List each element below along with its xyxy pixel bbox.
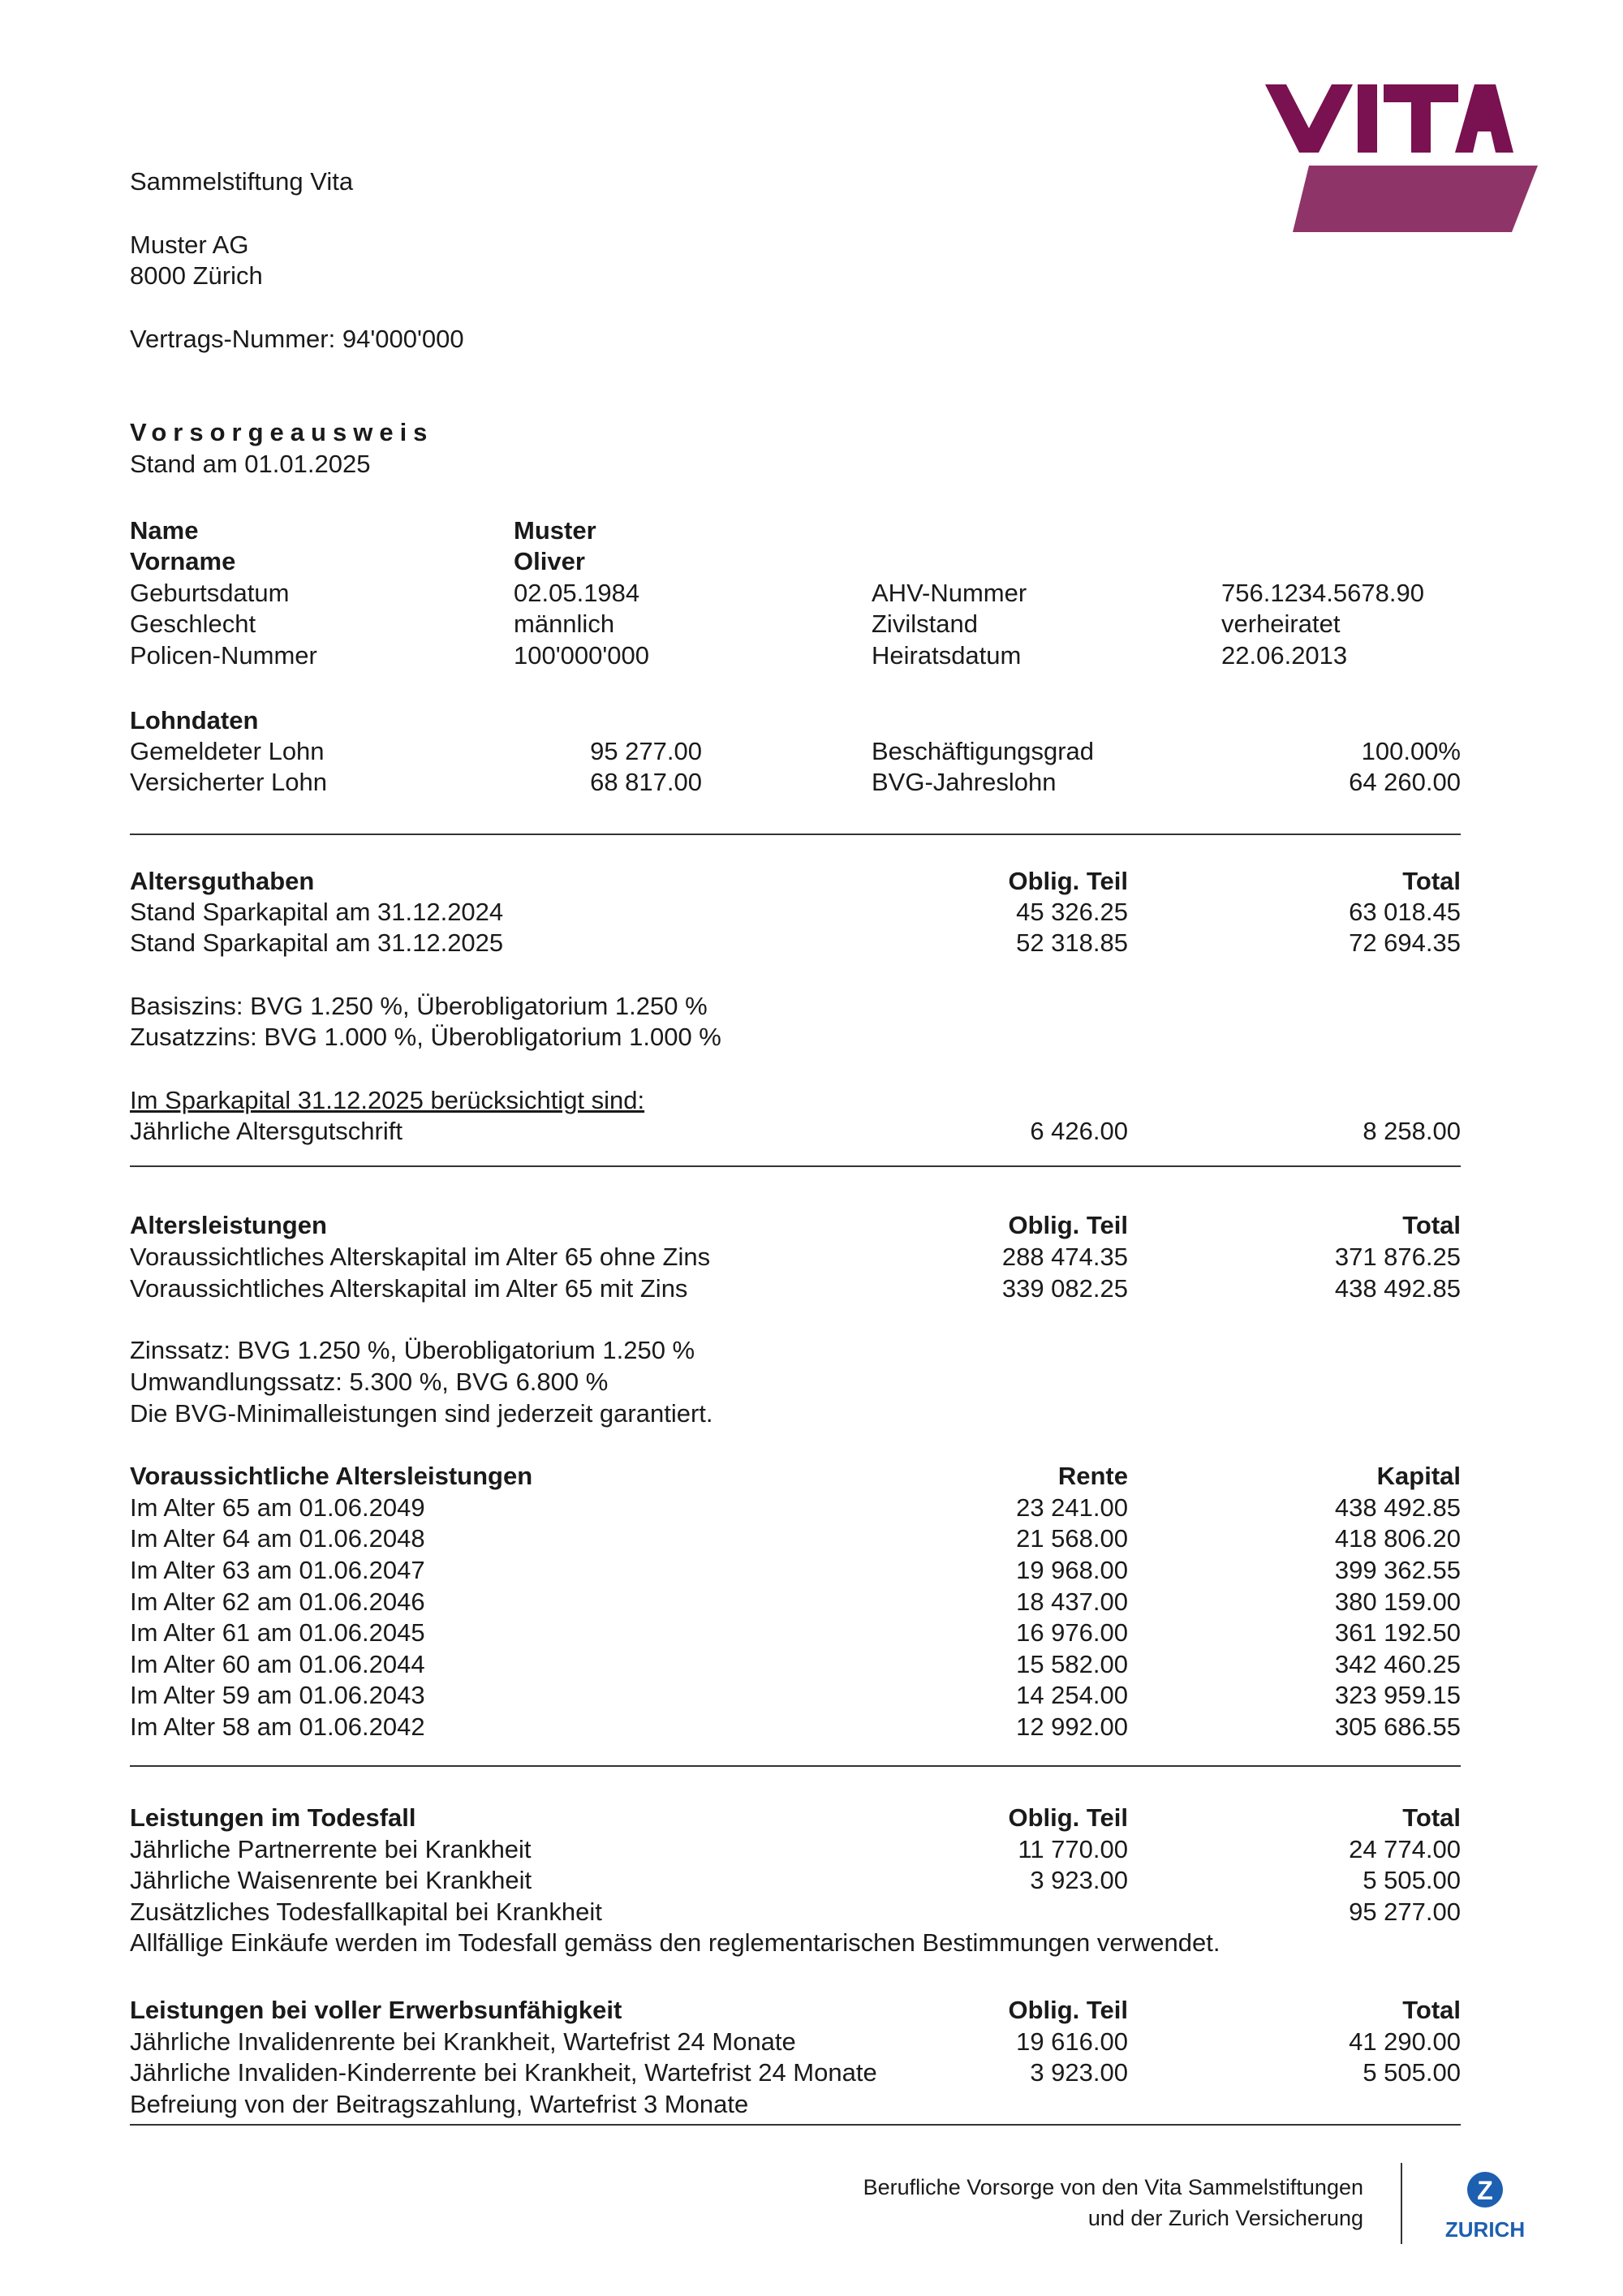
table-row-total: 41 290.00 [1349,2027,1461,2056]
table-row-rente: 16 976.00 [1016,1618,1128,1647]
zurich-logo-label: ZURICH [1444,2217,1526,2242]
divider [130,2124,1461,2126]
umwandlungssatz-note: Umwandlungssatz: 5.300 %, BVG 6.800 % [130,1368,609,1396]
zivilstand-value: verheiratet [1221,610,1341,638]
befreiung-note: Befreiung von der Beitragszahlung, Wartefrist 3 Monate [130,2090,749,2118]
table-row-label: Jährliche Invaliden-Kinderrente bei Krankheit, Wartefrist 24 Monate [130,2058,877,2087]
bvg-jahreslohn-value: 64 260.00 [1349,768,1461,796]
table-row-label: Voraussichtliches Alterskapital im Alter 65 ohne Zins [130,1243,711,1271]
zusatzzins-note: Zusatzzins: BVG 1.000 %, Überobligatorium 1.000 % [130,1023,721,1051]
heiratsdatum-label: Heiratsdatum [872,641,1022,670]
table-row-label: Im Alter 62 am 01.06.2046 [130,1587,425,1616]
name-value: Muster [514,516,596,545]
table-row-kapital: 438 492.85 [1334,1493,1461,1522]
contract-number: Vertrags-Nummer: 94'000'000 [130,325,464,353]
ahv-value: 756.1234.5678.90 [1221,579,1424,607]
recipient-company: Muster AG [130,230,249,259]
todesfall-col-total: Total [1402,1803,1461,1832]
vita-logo-letters [1265,84,1513,153]
vorname-value: Oliver [514,547,585,575]
erwerbsunfaehigkeit-col-oblig: Oblig. Teil [1008,1996,1128,2024]
table-row-total: 72 694.35 [1349,928,1461,957]
table-row-oblig: 3 923.00 [1030,2058,1128,2087]
table-row-kapital: 323 959.15 [1334,1681,1461,1709]
altersguthaben-col-total: Total [1402,867,1461,895]
geburtsdatum-label: Geburtsdatum [130,579,290,607]
table-row-total: 63 018.45 [1349,898,1461,926]
table-row-label: Im Alter 60 am 01.06.2044 [130,1650,425,1678]
table-row-rente: 19 968.00 [1016,1556,1128,1584]
table-row-oblig: 339 082.25 [1001,1274,1128,1303]
table-row-label: Im Alter 61 am 01.06.2045 [130,1618,425,1647]
name-label: Name [130,516,199,545]
erwerbsunfaehigkeit-col-total: Total [1402,1996,1461,2024]
table-row-rente: 21 568.00 [1016,1524,1128,1553]
table-row-kapital: 342 460.25 [1334,1650,1461,1678]
footer-line-1: Berufliche Vorsorge von den Vita Sammelstiftungen [863,2175,1363,2199]
table-row-label: Zusätzliches Todesfallkapital bei Krankheit [130,1898,602,1926]
table-row-total: 95 277.00 [1349,1898,1461,1926]
table-row-total: 438 492.85 [1334,1274,1461,1303]
altersgutschrift-total: 8 258.00 [1363,1117,1461,1145]
ahv-label: AHV-Nummer [872,579,1027,607]
beschaeftigungsgrad-label: Beschäftigungsgrad [872,737,1095,765]
document-date: Stand am 01.01.2025 [130,450,371,478]
document-title: Vorsorgeausweis [130,418,434,446]
todesfall-title: Leistungen im Todesfall [130,1803,416,1832]
table-row-kapital: 399 362.55 [1334,1556,1461,1584]
altersgutschrift-oblig: 6 426.00 [1030,1117,1128,1145]
footer-line-2: und der Zurich Versicherung [1087,2206,1363,2230]
erwerbsunfaehigkeit-title: Leistungen bei voller Erwerbsunfähigkeit [130,1996,622,2024]
table-row-label: Im Alter 64 am 01.06.2048 [130,1524,425,1553]
table-row-oblig: 11 770.00 [1018,1835,1128,1863]
policen-value: 100'000'000 [514,641,650,670]
lohndaten-title: Lohndaten [130,706,259,734]
table-row-label: Stand Sparkapital am 31.12.2025 [130,928,504,957]
zurich-logo [1436,2167,1542,2248]
policen-label: Policen-Nummer [130,641,317,670]
table-row-oblig: 45 326.25 [1016,898,1128,926]
todesfall-col-oblig: Oblig. Teil [1008,1803,1128,1832]
table-row-rente: 14 254.00 [1016,1681,1128,1709]
voraussichtliche-col-rente: Rente [1057,1462,1128,1490]
table-row-oblig: 288 474.35 [1001,1243,1128,1271]
table-row-kapital: 380 159.00 [1334,1587,1461,1616]
table-row-rente: 12 992.00 [1016,1712,1128,1741]
table-row-rente: 15 582.00 [1016,1650,1128,1678]
sparkapital-subtitle: Im Sparkapital 31.12.2025 berücksichtigt sind: [130,1086,645,1114]
table-row-total: 5 505.00 [1363,2058,1461,2087]
altersguthaben-col-oblig: Oblig. Teil [1008,867,1128,895]
table-row-total: 5 505.00 [1363,1866,1461,1894]
altersguthaben-title: Altersguthaben [130,867,315,895]
sender-name: Sammelstiftung Vita [130,167,354,196]
table-row-total: 24 774.00 [1349,1835,1461,1863]
table-row-kapital: 361 192.50 [1334,1618,1461,1647]
divider [130,834,1461,835]
divider [130,1765,1461,1767]
altersleistungen-title: Altersleistungen [130,1211,327,1239]
vita-logo-band [1293,166,1538,232]
footer-divider [1401,2163,1402,2244]
voraussichtliche-col-kapital: Kapital [1376,1462,1461,1490]
geburtsdatum-value: 02.05.1984 [514,579,640,607]
altersleistungen-col-oblig: Oblig. Teil [1008,1211,1128,1239]
table-row-label: Jährliche Waisenrente bei Krankheit [130,1866,532,1894]
geschlecht-value: männlich [514,610,615,638]
todesfall-note: Allfällige Einkäufe werden im Todesfall gemäss den reglementarischen Bestimmungen verwendet. [130,1928,1220,1957]
zinssatz-note: Zinssatz: BVG 1.250 %, Überobligatorium 1.250 % [130,1336,695,1364]
table-row-label: Jährliche Partnerrente bei Krankheit [130,1835,532,1863]
versicherter-lohn-value: 68 817.00 [590,768,702,796]
beschaeftigungsgrad-value: 100.00% [1361,737,1461,765]
basiszins-note: Basiszins: BVG 1.250 %, Überobligatorium 1.250 % [130,992,708,1020]
table-row-oblig: 3 923.00 [1030,1866,1128,1894]
table-row-label: Im Alter 63 am 01.06.2047 [130,1556,425,1584]
vita-logo [1262,81,1542,235]
table-row-label: Voraussichtliches Alterskapital im Alter 65 mit Zins [130,1274,688,1303]
gemeldeter-lohn-value: 95 277.00 [590,737,702,765]
altersgutschrift-label: Jährliche Altersgutschrift [130,1117,403,1145]
zivilstand-label: Zivilstand [872,610,978,638]
table-row-rente: 18 437.00 [1016,1587,1128,1616]
table-row-oblig: 19 616.00 [1016,2027,1128,2056]
table-row-oblig: 52 318.85 [1016,928,1128,957]
versicherter-lohn-label: Versicherter Lohn [130,768,327,796]
heiratsdatum-value: 22.06.2013 [1221,641,1348,670]
divider [130,1165,1461,1167]
altersleistungen-col-total: Total [1402,1211,1461,1239]
geschlecht-label: Geschlecht [130,610,256,638]
voraussichtliche-title: Voraussichtliche Altersleistungen [130,1462,533,1490]
table-row-label: Im Alter 65 am 01.06.2049 [130,1493,425,1522]
table-row-label: Jährliche Invalidenrente bei Krankheit, Wartefrist 24 Monate [130,2027,796,2056]
table-row-kapital: 418 806.20 [1334,1524,1461,1553]
table-row-rente: 23 241.00 [1016,1493,1128,1522]
table-row-label: Im Alter 59 am 01.06.2043 [130,1681,425,1709]
garantie-note: Die BVG-Minimalleistungen sind jederzeit garantiert. [130,1399,713,1428]
bvg-jahreslohn-label: BVG-Jahreslohn [872,768,1057,796]
table-row-label: Im Alter 58 am 01.06.2042 [130,1712,425,1741]
table-row-total: 371 876.25 [1334,1243,1461,1271]
table-row-label: Stand Sparkapital am 31.12.2024 [130,898,504,926]
zurich-logo-mark: Z [1477,2176,1493,2205]
gemeldeter-lohn-label: Gemeldeter Lohn [130,737,325,765]
table-row-kapital: 305 686.55 [1334,1712,1461,1741]
vorname-label: Vorname [130,547,236,575]
recipient-city: 8000 Zürich [130,261,263,290]
